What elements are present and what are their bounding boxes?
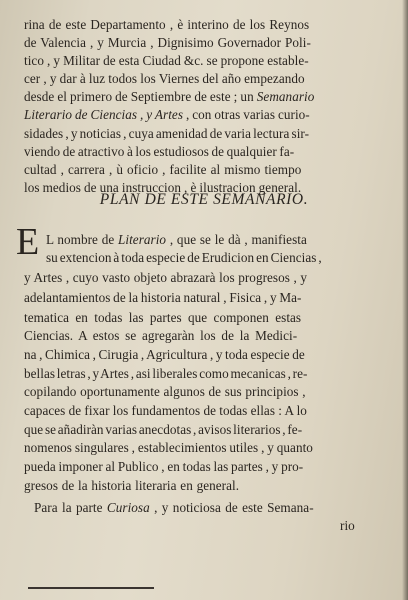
text-line: adelantamientos de la historia natural , Fisica , y Ma- — [24, 290, 302, 305]
text-line: sidades , y noticias , cuya amenidad de varia lectura sir- — [24, 126, 310, 141]
text-line: y Artes , cuyo vasto objeto abrazarà los progresos , y — [24, 270, 308, 285]
text-line: capaces de fixar los fundamentos de todas ellas : A lo — [24, 403, 307, 418]
text-line: rina de este Departamento , è interino de los Reynos — [24, 17, 310, 32]
text-line: gresos de la historia literaria en general. — [24, 478, 240, 493]
text-line: na , Chimica , Cirugia , Agricultura , y toda especie de — [24, 347, 305, 362]
text-segment: desde el primero de Septiembre de este ; un Semanario — [24, 89, 315, 104]
text-line: tico , y Militar de esta Ciudad &c. se propone estable- — [24, 53, 309, 68]
page-edge-shadow — [402, 0, 408, 600]
text-line: Ciencias. A estos se agregaràn los de la Medici- — [24, 328, 298, 343]
text-line: pueda imponer al Publico , en todas las partes , y pro- — [24, 459, 304, 474]
text-line: L nombre de Literario , que se le dà , manifiesta — [46, 232, 307, 247]
text-line: cultad , carrera , ù oficio , facilite al mismo tiempo — [24, 162, 302, 177]
text-line: los medios de una instruccion , è ilustracion general. — [24, 180, 302, 195]
text-line — [24, 90, 314, 103]
text-segment: Para la parte Curiosa , y noticiosa de este Semana- — [34, 500, 314, 515]
italic-phrase: Literario — [118, 232, 167, 247]
italic-phrase: Semanario — [256, 89, 315, 104]
text-line: que se añadiràn varias anecdotas , avisos literarios , fe- — [24, 422, 303, 437]
text-line: copilando oportunamente algunos de sus principios , — [24, 384, 306, 399]
text-line: nomenos singulares , establecimientos utiles , y quanto — [24, 440, 313, 455]
text-line: de Valencia , y Murcia , Dignisimo Governador Poli- — [24, 35, 311, 50]
italic-phrase: Curiosa — [106, 500, 150, 515]
text-line: rio — [340, 518, 355, 533]
section-heading: PLAN DE ESTE SEMANARIO. — [99, 191, 309, 208]
text-line: Literario de Ciencias , y Artes , con otras varias curio- — [24, 107, 310, 122]
text-line: bellas letras , y Artes , asi liberales como mecanicas , re- — [24, 366, 308, 381]
text-line: su extencion à toda especie de Erudicion en Ciencias , — [46, 250, 322, 265]
text-line: tematica en todas las partes que componen estas — [24, 310, 302, 325]
text-line: viendo de atractivo à los estudiosos de qualquier fa- — [24, 144, 295, 159]
italic-phrase: Literario de Ciencias , y Artes — [24, 107, 184, 122]
text-line — [34, 501, 314, 514]
text-line: cer , y dar à luz todos los Viernes del año empezando — [24, 71, 305, 86]
page-rule — [28, 587, 154, 589]
drop-cap: E — [16, 221, 40, 263]
